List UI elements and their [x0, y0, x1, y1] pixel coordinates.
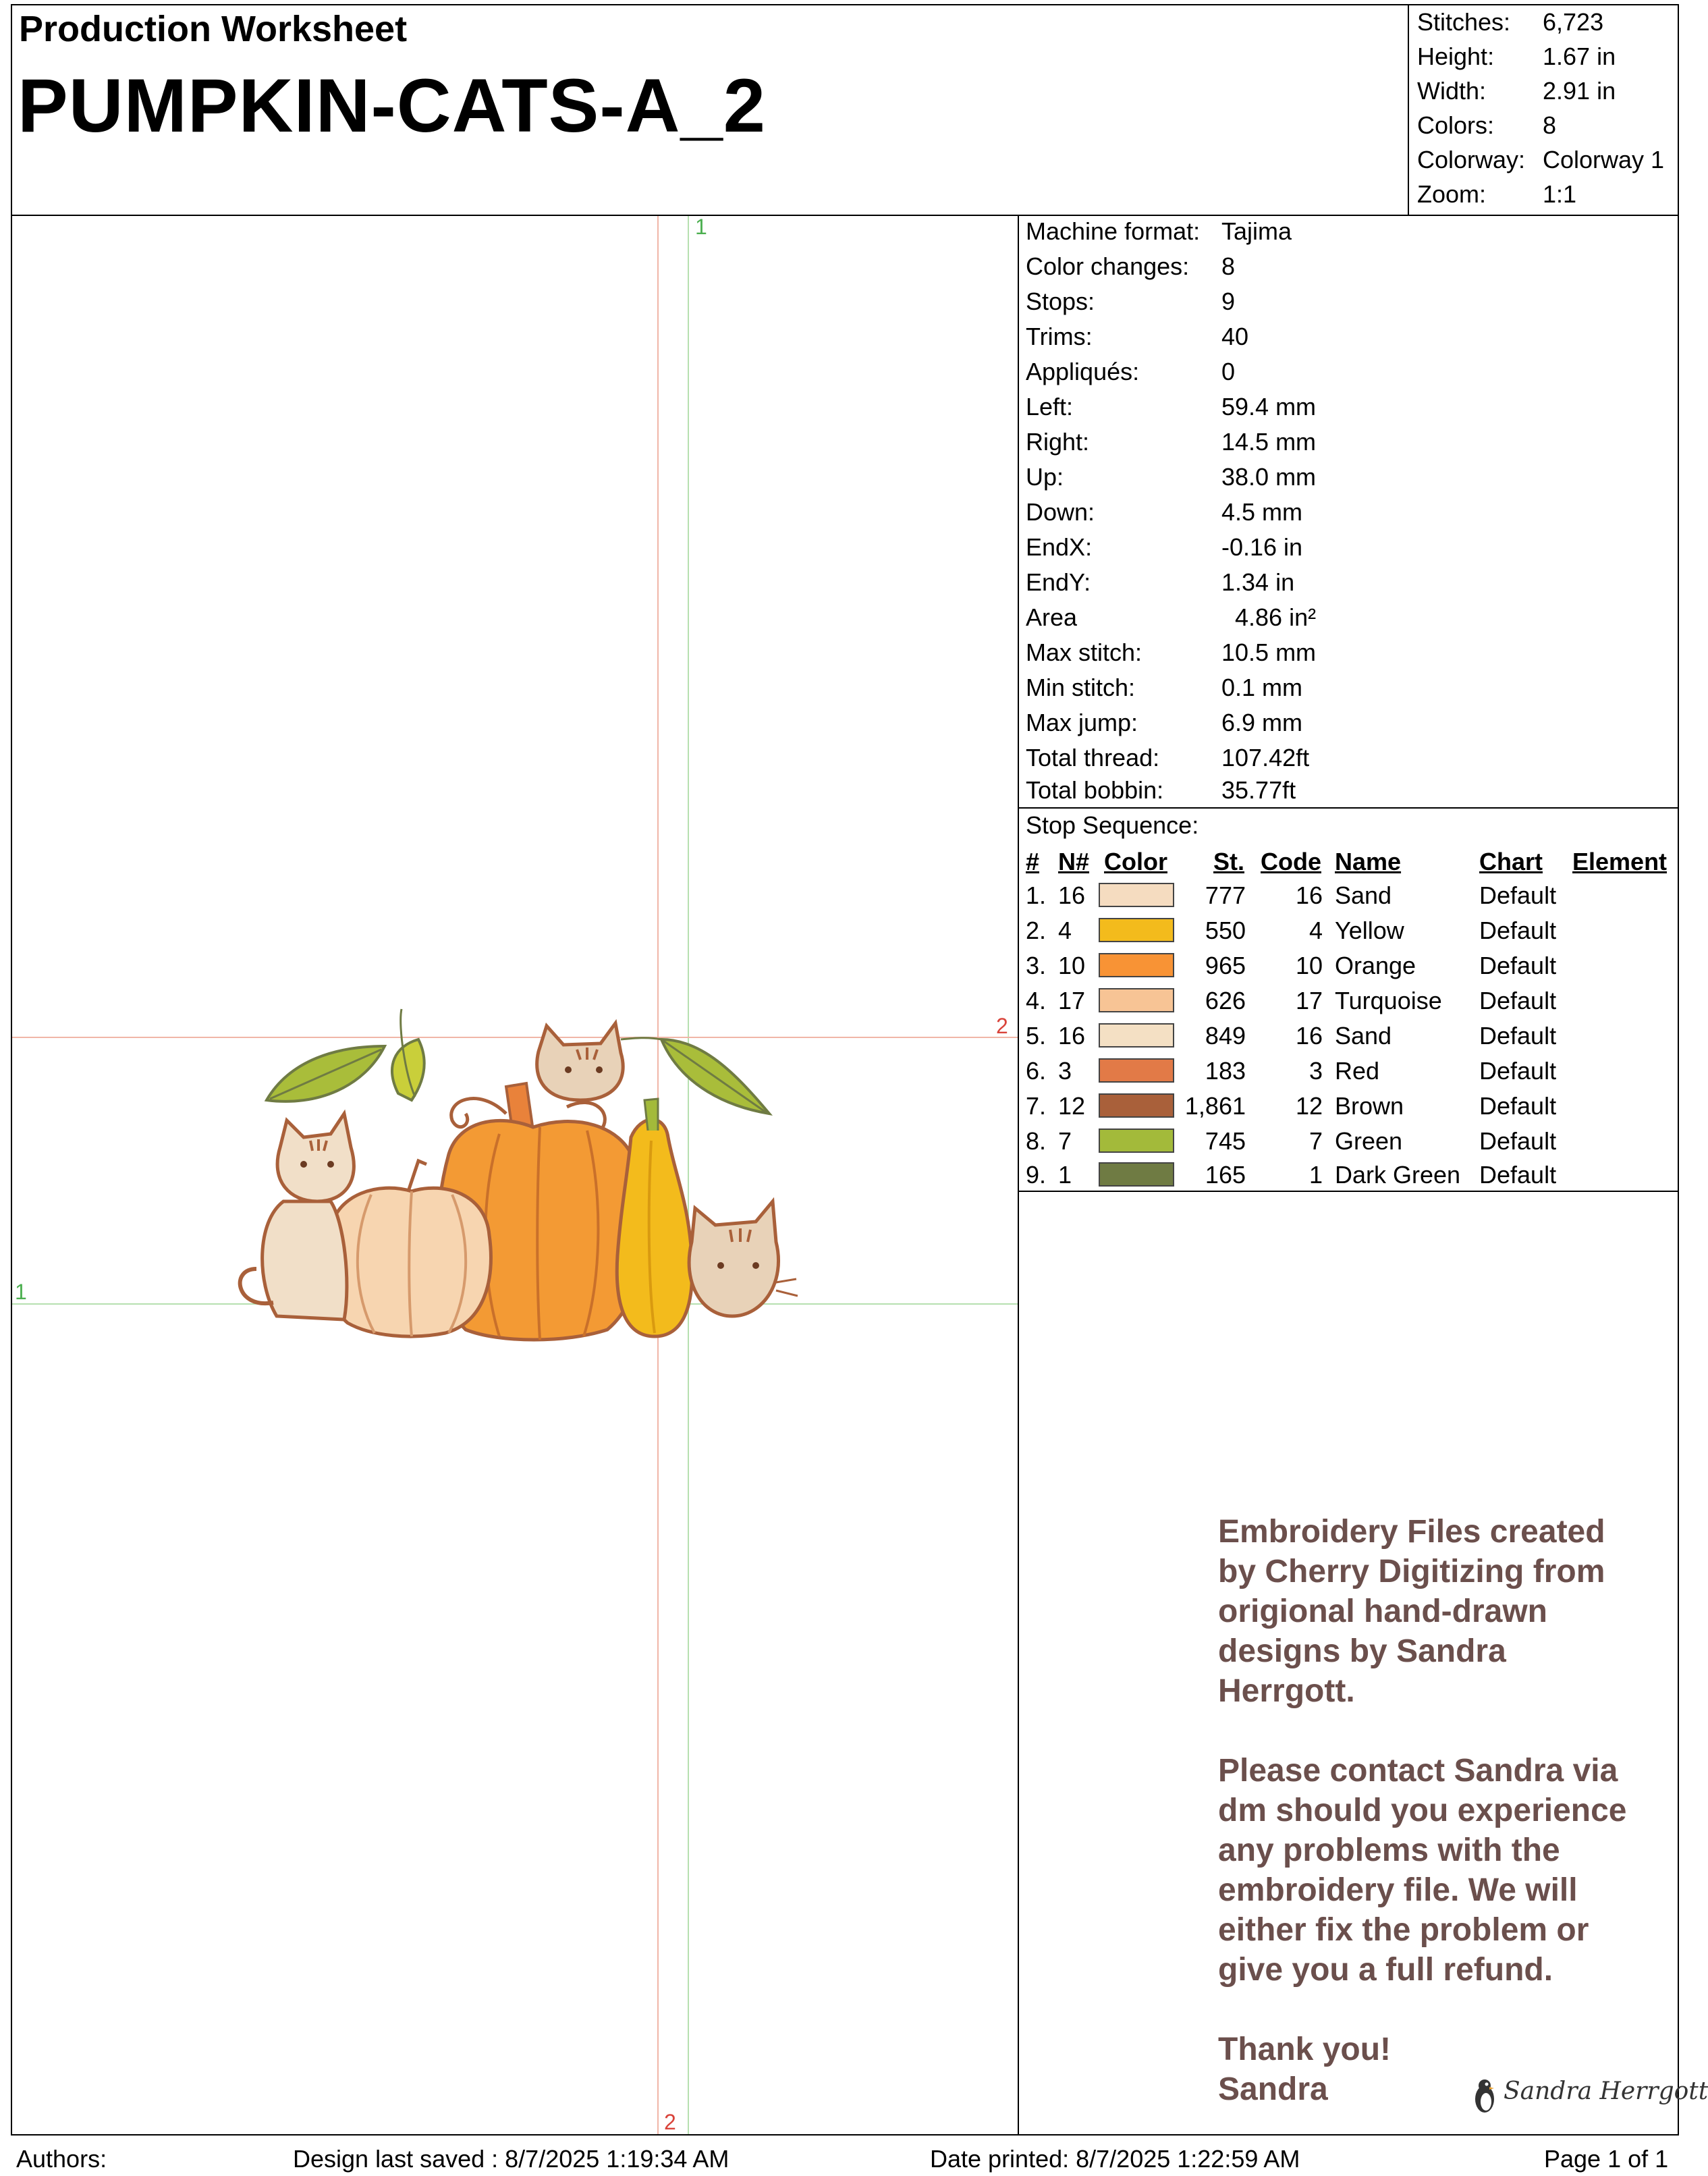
summary-value-colors: 8	[1543, 111, 1557, 139]
note-line: give you a full refund.	[1218, 1952, 1553, 1988]
cell-index: 5.	[1026, 1022, 1047, 1050]
detail-label: Total thread:	[1026, 744, 1160, 771]
footer-date-printed: Date printed: 8/7/2025 1:22:59 AM	[930, 2145, 1300, 2173]
cell-stitches: 777	[1205, 881, 1246, 909]
cell-needle: 1	[1058, 1161, 1072, 1189]
note-line: embroidery file. We will	[1218, 1872, 1578, 1908]
detail-label: Appliqués:	[1026, 358, 1140, 385]
color-swatch	[1099, 1058, 1174, 1083]
cell-chart: Default	[1479, 1161, 1557, 1189]
color-swatch	[1099, 918, 1174, 942]
cell-stitches: 745	[1205, 1127, 1246, 1155]
cell-chart: Default	[1479, 881, 1557, 909]
detail-value: 59.4 mm	[1221, 393, 1317, 420]
cell-needle: 7	[1058, 1127, 1072, 1155]
cell-name: Yellow	[1335, 917, 1404, 944]
footer-page: Page 1 of 1	[1544, 2145, 1669, 2173]
cell-name: Sand	[1335, 881, 1392, 909]
col-header-chart: Chart	[1479, 848, 1543, 875]
summary-value-colorway: Colorway 1	[1543, 146, 1665, 173]
summary-label-width: Width:	[1417, 77, 1487, 105]
summary-label-stitches: Stitches:	[1417, 8, 1511, 36]
detail-label: Area	[1026, 603, 1078, 631]
leaf-right	[621, 1038, 769, 1114]
color-swatch	[1099, 988, 1174, 1012]
worksheet-title: Production Worksheet	[19, 9, 408, 49]
cell-code: 1	[1308, 1161, 1323, 1189]
cell-name: Turquoise	[1335, 987, 1442, 1014]
cell-index: 6.	[1026, 1057, 1047, 1085]
col-header-element: Element	[1572, 848, 1668, 875]
col-header-code: Code	[1261, 848, 1321, 875]
summary-label-zoom: Zoom:	[1417, 180, 1487, 208]
cell-chart: Default	[1479, 1057, 1557, 1085]
note-line: Thank you!	[1218, 2032, 1392, 2067]
detail-label: Stops:	[1026, 288, 1095, 315]
cell-stitches: 626	[1205, 987, 1246, 1014]
col-header-index: #	[1026, 848, 1040, 875]
detail-value: 14.5 mm	[1221, 428, 1317, 456]
summary-value-width: 2.91 in	[1543, 77, 1616, 105]
cell-stitches: 965	[1205, 952, 1246, 979]
detail-label: Machine format:	[1026, 217, 1201, 245]
note-line: dm should you experience	[1218, 1793, 1627, 1828]
detail-value: 6.9 mm	[1221, 709, 1303, 736]
summary-box-left	[1408, 4, 1409, 216]
note-line: any problems with the	[1218, 1832, 1560, 1868]
color-swatch	[1099, 1162, 1174, 1187]
leaf-left-2	[392, 1009, 424, 1100]
cell-index: 8.	[1026, 1127, 1047, 1155]
cat-left	[240, 1114, 354, 1320]
cell-index: 2.	[1026, 917, 1047, 944]
detail-value: 0.1 mm	[1221, 674, 1303, 701]
stop-sequence-title: Stop Sequence:	[1026, 811, 1199, 839]
summary-label-colorway: Colorway:	[1417, 146, 1526, 173]
cell-name: Sand	[1335, 1022, 1392, 1050]
note-line: either fix the problem or	[1218, 1912, 1589, 1948]
signature-text: Sandra Herrgott	[1504, 2077, 1708, 2105]
cat-right	[689, 1201, 798, 1316]
footer-authors: Authors:	[16, 2145, 107, 2173]
footer-last-saved: Design last saved : 8/7/2025 1:19:34 AM	[293, 2145, 729, 2173]
detail-label: Down:	[1026, 498, 1095, 526]
cell-code: 3	[1308, 1057, 1323, 1085]
cell-index: 9.	[1026, 1161, 1047, 1189]
detail-value: 4.5 mm	[1221, 498, 1303, 526]
cell-code: 7	[1308, 1127, 1323, 1155]
detail-label: Right:	[1026, 428, 1090, 456]
detail-label: EndY:	[1026, 568, 1091, 596]
cell-chart: Default	[1479, 1022, 1557, 1050]
cell-chart: Default	[1479, 1092, 1557, 1120]
cell-name: Orange	[1335, 952, 1416, 979]
detail-value: 107.42ft	[1221, 744, 1310, 771]
cell-code: 12	[1295, 1092, 1323, 1120]
detail-label: Min stitch:	[1026, 674, 1136, 701]
cell-needle: 16	[1058, 1022, 1086, 1050]
footer-divider	[11, 2134, 1679, 2136]
cell-chart: Default	[1479, 987, 1557, 1014]
detail-label: Max jump:	[1026, 709, 1138, 736]
note-line: Herrgott.	[1218, 1673, 1355, 1709]
cell-stitches: 165	[1205, 1161, 1246, 1189]
cell-needle: 10	[1058, 952, 1086, 979]
cat-top	[537, 1023, 624, 1100]
cell-chart: Default	[1479, 952, 1557, 979]
cell-needle: 3	[1058, 1057, 1072, 1085]
cell-name: Red	[1335, 1057, 1380, 1085]
detail-value: 40	[1221, 323, 1249, 350]
note-line: Embroidery Files created	[1218, 1514, 1605, 1550]
detail-value: 4.86 in²	[1221, 603, 1317, 631]
guide-label-h-green: 1	[15, 1280, 27, 1304]
cell-code: 10	[1295, 952, 1323, 979]
detail-label: Trims:	[1026, 323, 1093, 350]
guide-label-h-red: 2	[996, 1014, 1008, 1038]
table-divider	[1018, 1191, 1679, 1192]
panel-left-border	[1018, 215, 1019, 2136]
cell-index: 7.	[1026, 1092, 1047, 1120]
cell-code: 16	[1295, 1022, 1323, 1050]
cell-name: Dark Green	[1335, 1161, 1461, 1189]
detail-value: 35.77ft	[1221, 776, 1296, 804]
summary-value-zoom: 1:1	[1543, 180, 1577, 208]
cell-index: 1.	[1026, 881, 1047, 909]
note-line: Please contact Sandra via	[1218, 1753, 1618, 1789]
guide-label-v-red: 2	[664, 2110, 676, 2134]
note-line: Sandra	[1218, 2071, 1328, 2107]
frame-top	[11, 4, 1679, 5]
color-swatch	[1099, 1128, 1174, 1153]
design-name: PUMPKIN-CATS-A_2	[18, 63, 767, 148]
detail-label: EndX:	[1026, 533, 1093, 561]
color-swatch	[1099, 953, 1174, 977]
cell-code: 16	[1295, 881, 1323, 909]
cell-name: Green	[1335, 1127, 1403, 1155]
col-header-stitches: St.	[1213, 848, 1245, 875]
detail-value: 9	[1221, 288, 1236, 315]
detail-value: 8	[1221, 252, 1236, 280]
cell-needle: 4	[1058, 917, 1072, 944]
summary-label-colors: Colors:	[1417, 111, 1495, 139]
detail-label: Color changes:	[1026, 252, 1190, 280]
header-divider	[11, 215, 1679, 216]
detail-value: 10.5 mm	[1221, 638, 1317, 666]
frame-left	[11, 4, 12, 2136]
note-line: by Cherry Digitizing from	[1218, 1554, 1605, 1589]
cell-stitches: 550	[1205, 917, 1246, 944]
col-header-color: Color	[1104, 848, 1167, 875]
detail-value: 1.34 in	[1221, 568, 1295, 596]
summary-value-stitches: 6,723	[1543, 8, 1604, 36]
cell-chart: Default	[1479, 917, 1557, 944]
summary-label-height: Height:	[1417, 43, 1495, 70]
detail-value: 38.0 mm	[1221, 463, 1317, 491]
cell-index: 4.	[1026, 987, 1047, 1014]
cell-stitches: 1,861	[1184, 1092, 1246, 1120]
detail-value: -0.16 in	[1221, 533, 1303, 561]
cell-name: Brown	[1335, 1092, 1404, 1120]
cell-needle: 17	[1058, 987, 1086, 1014]
guide-label-v-green: 1	[695, 215, 707, 239]
detail-value: Tajima	[1221, 217, 1292, 245]
yellow-squash	[617, 1099, 692, 1336]
summary-value-height: 1.67 in	[1543, 43, 1616, 70]
cell-needle: 12	[1058, 1092, 1086, 1120]
cell-code: 17	[1295, 987, 1323, 1014]
note-line: origional hand-drawn	[1218, 1594, 1547, 1629]
cell-code: 4	[1308, 917, 1323, 944]
cell-stitches: 849	[1205, 1022, 1246, 1050]
cell-needle: 16	[1058, 881, 1086, 909]
detail-label: Up:	[1026, 463, 1064, 491]
embroidery-design-image	[216, 999, 823, 1350]
detail-label: Max stitch:	[1026, 638, 1142, 666]
cell-stitches: 183	[1205, 1057, 1246, 1085]
col-header-name: Name	[1335, 848, 1402, 875]
note-line: designs by Sandra	[1218, 1633, 1506, 1669]
details-divider	[1018, 807, 1679, 809]
frame-right	[1678, 4, 1679, 2136]
cell-chart: Default	[1479, 1127, 1557, 1155]
detail-label: Total bobbin:	[1026, 776, 1164, 804]
cell-index: 3.	[1026, 952, 1047, 979]
col-header-needle: N#	[1058, 848, 1090, 875]
leaf-left-1	[267, 1046, 385, 1101]
signature-logo	[1468, 2071, 1708, 2121]
detail-value: 0	[1221, 358, 1236, 385]
detail-label: Left:	[1026, 393, 1074, 420]
color-swatch	[1099, 1023, 1174, 1048]
color-swatch	[1099, 883, 1174, 907]
color-swatch	[1099, 1093, 1174, 1118]
